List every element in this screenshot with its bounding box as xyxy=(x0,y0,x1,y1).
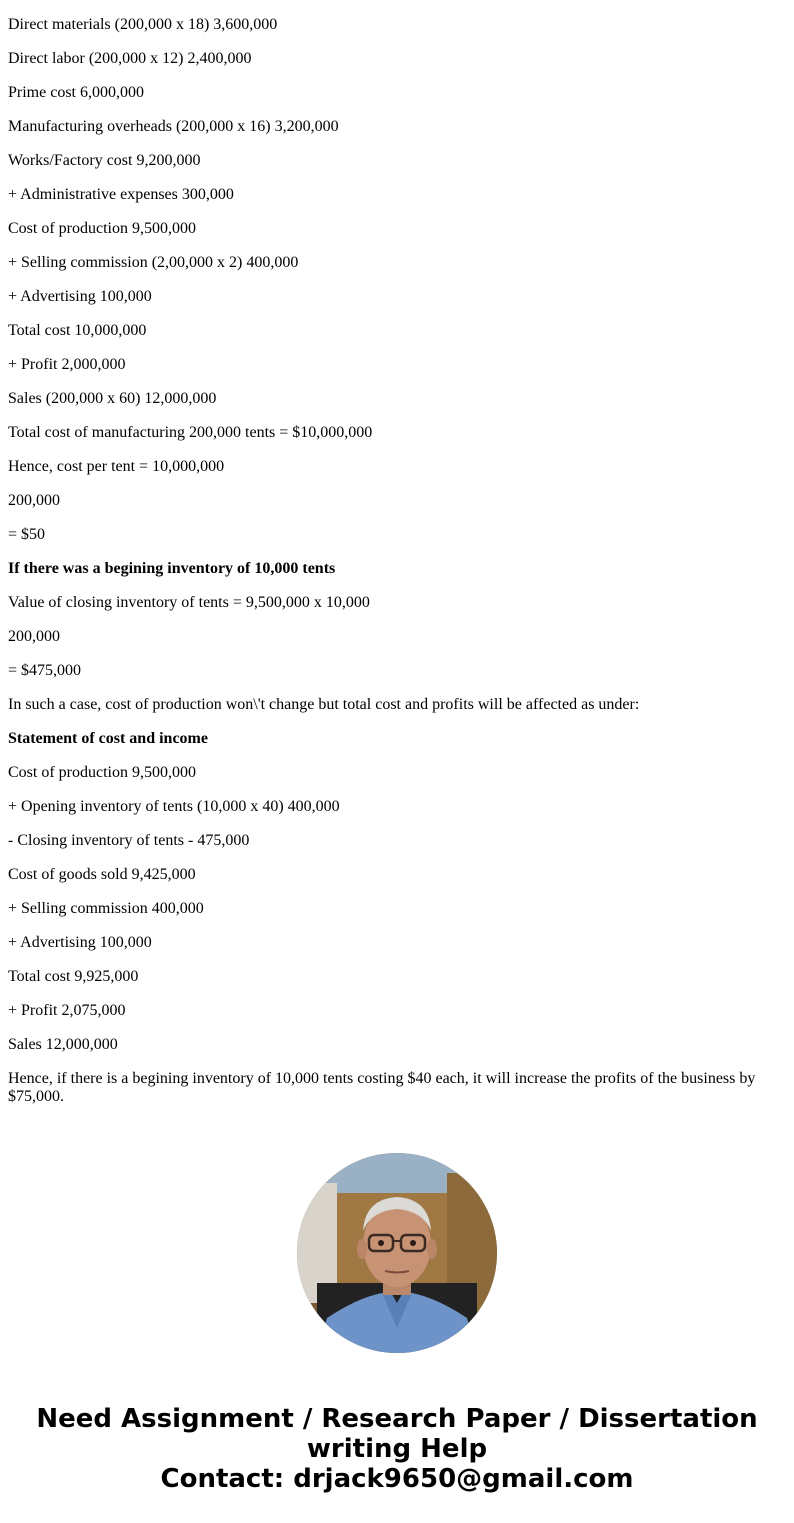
line-direct-materials: Direct materials (200,000 x 18) 3,600,000 xyxy=(8,16,278,33)
line-selling-commission-2: + Selling commission 400,000 xyxy=(8,900,204,917)
line-manufacturing-overheads: Manufacturing overheads (200,000 x 16) 3,200,000 xyxy=(8,118,339,135)
line-advertising: + Advertising 100,000 xyxy=(8,288,152,305)
line-cost-per-tent-result: = $50 xyxy=(8,526,46,543)
line-profit-2: + Profit 2,075,000 xyxy=(8,1002,126,1019)
line-administrative-expenses: + Administrative expenses 300,000 xyxy=(8,186,234,203)
line-prime-cost: Prime cost 6,000,000 xyxy=(8,84,144,101)
contact-banner xyxy=(0,1404,794,1494)
heading-beginning-inventory: If there was a begining inventory of 10,000 tents xyxy=(8,560,336,577)
line-explanation: In such a case, cost of production won\'t change but total cost and profits will be affected as under: xyxy=(8,696,640,713)
line-profit: + Profit 2,000,000 xyxy=(8,356,126,373)
line-denominator-2: 200,000 xyxy=(8,628,60,645)
line-cost-of-production-2: Cost of production 9,500,000 xyxy=(8,764,196,781)
line-cost-of-goods-sold: Cost of goods sold 9,425,000 xyxy=(8,866,196,883)
cta-line-2: writing Help xyxy=(306,1434,488,1464)
line-closing-inventory-value: Value of closing inventory of tents = 9,500,000 x 10,000 xyxy=(8,594,370,611)
line-total-manufacturing-cost: Total cost of manufacturing 200,000 tents = $10,000,000 xyxy=(8,424,373,441)
line-total-cost-2: Total cost 9,925,000 xyxy=(8,968,139,985)
line-works-factory-cost: Works/Factory cost 9,200,000 xyxy=(8,152,201,169)
line-opening-inventory: + Opening inventory of tents (10,000 x 40) 400,000 xyxy=(8,798,340,815)
line-cost-per-tent: Hence, cost per tent = 10,000,000 xyxy=(8,458,225,475)
line-closing-inventory-result: = $475,000 xyxy=(8,662,82,679)
solution-text xyxy=(8,16,786,1106)
cta-line-1: Need Assignment / Research Paper / Dissertation xyxy=(36,1404,758,1434)
line-sales-2: Sales 12,000,000 xyxy=(8,1036,118,1053)
line-total-cost: Total cost 10,000,000 xyxy=(8,322,147,339)
cta-contact-email: Contact: drjack9650@gmail.com xyxy=(160,1464,634,1494)
line-cost-of-production: Cost of production 9,500,000 xyxy=(8,220,196,237)
line-direct-labor: Direct labor (200,000 x 12) 2,400,000 xyxy=(8,50,252,67)
heading-statement-of-cost: Statement of cost and income xyxy=(8,730,208,747)
line-closing-inventory: - Closing inventory of tents - 475,000 xyxy=(8,832,250,849)
line-conclusion: Hence, if there is a begining inventory of 10,000 tents costing $40 each, it will increase the profits of the business by $75,000. xyxy=(8,1070,756,1105)
line-sales: Sales (200,000 x 60) 12,000,000 xyxy=(8,390,217,407)
line-advertising-2: + Advertising 100,000 xyxy=(8,934,152,951)
line-denominator: 200,000 xyxy=(8,492,60,509)
line-selling-commission: + Selling commission (2,00,000 x 2) 400,000 xyxy=(8,254,299,271)
author-photo xyxy=(297,1153,497,1353)
